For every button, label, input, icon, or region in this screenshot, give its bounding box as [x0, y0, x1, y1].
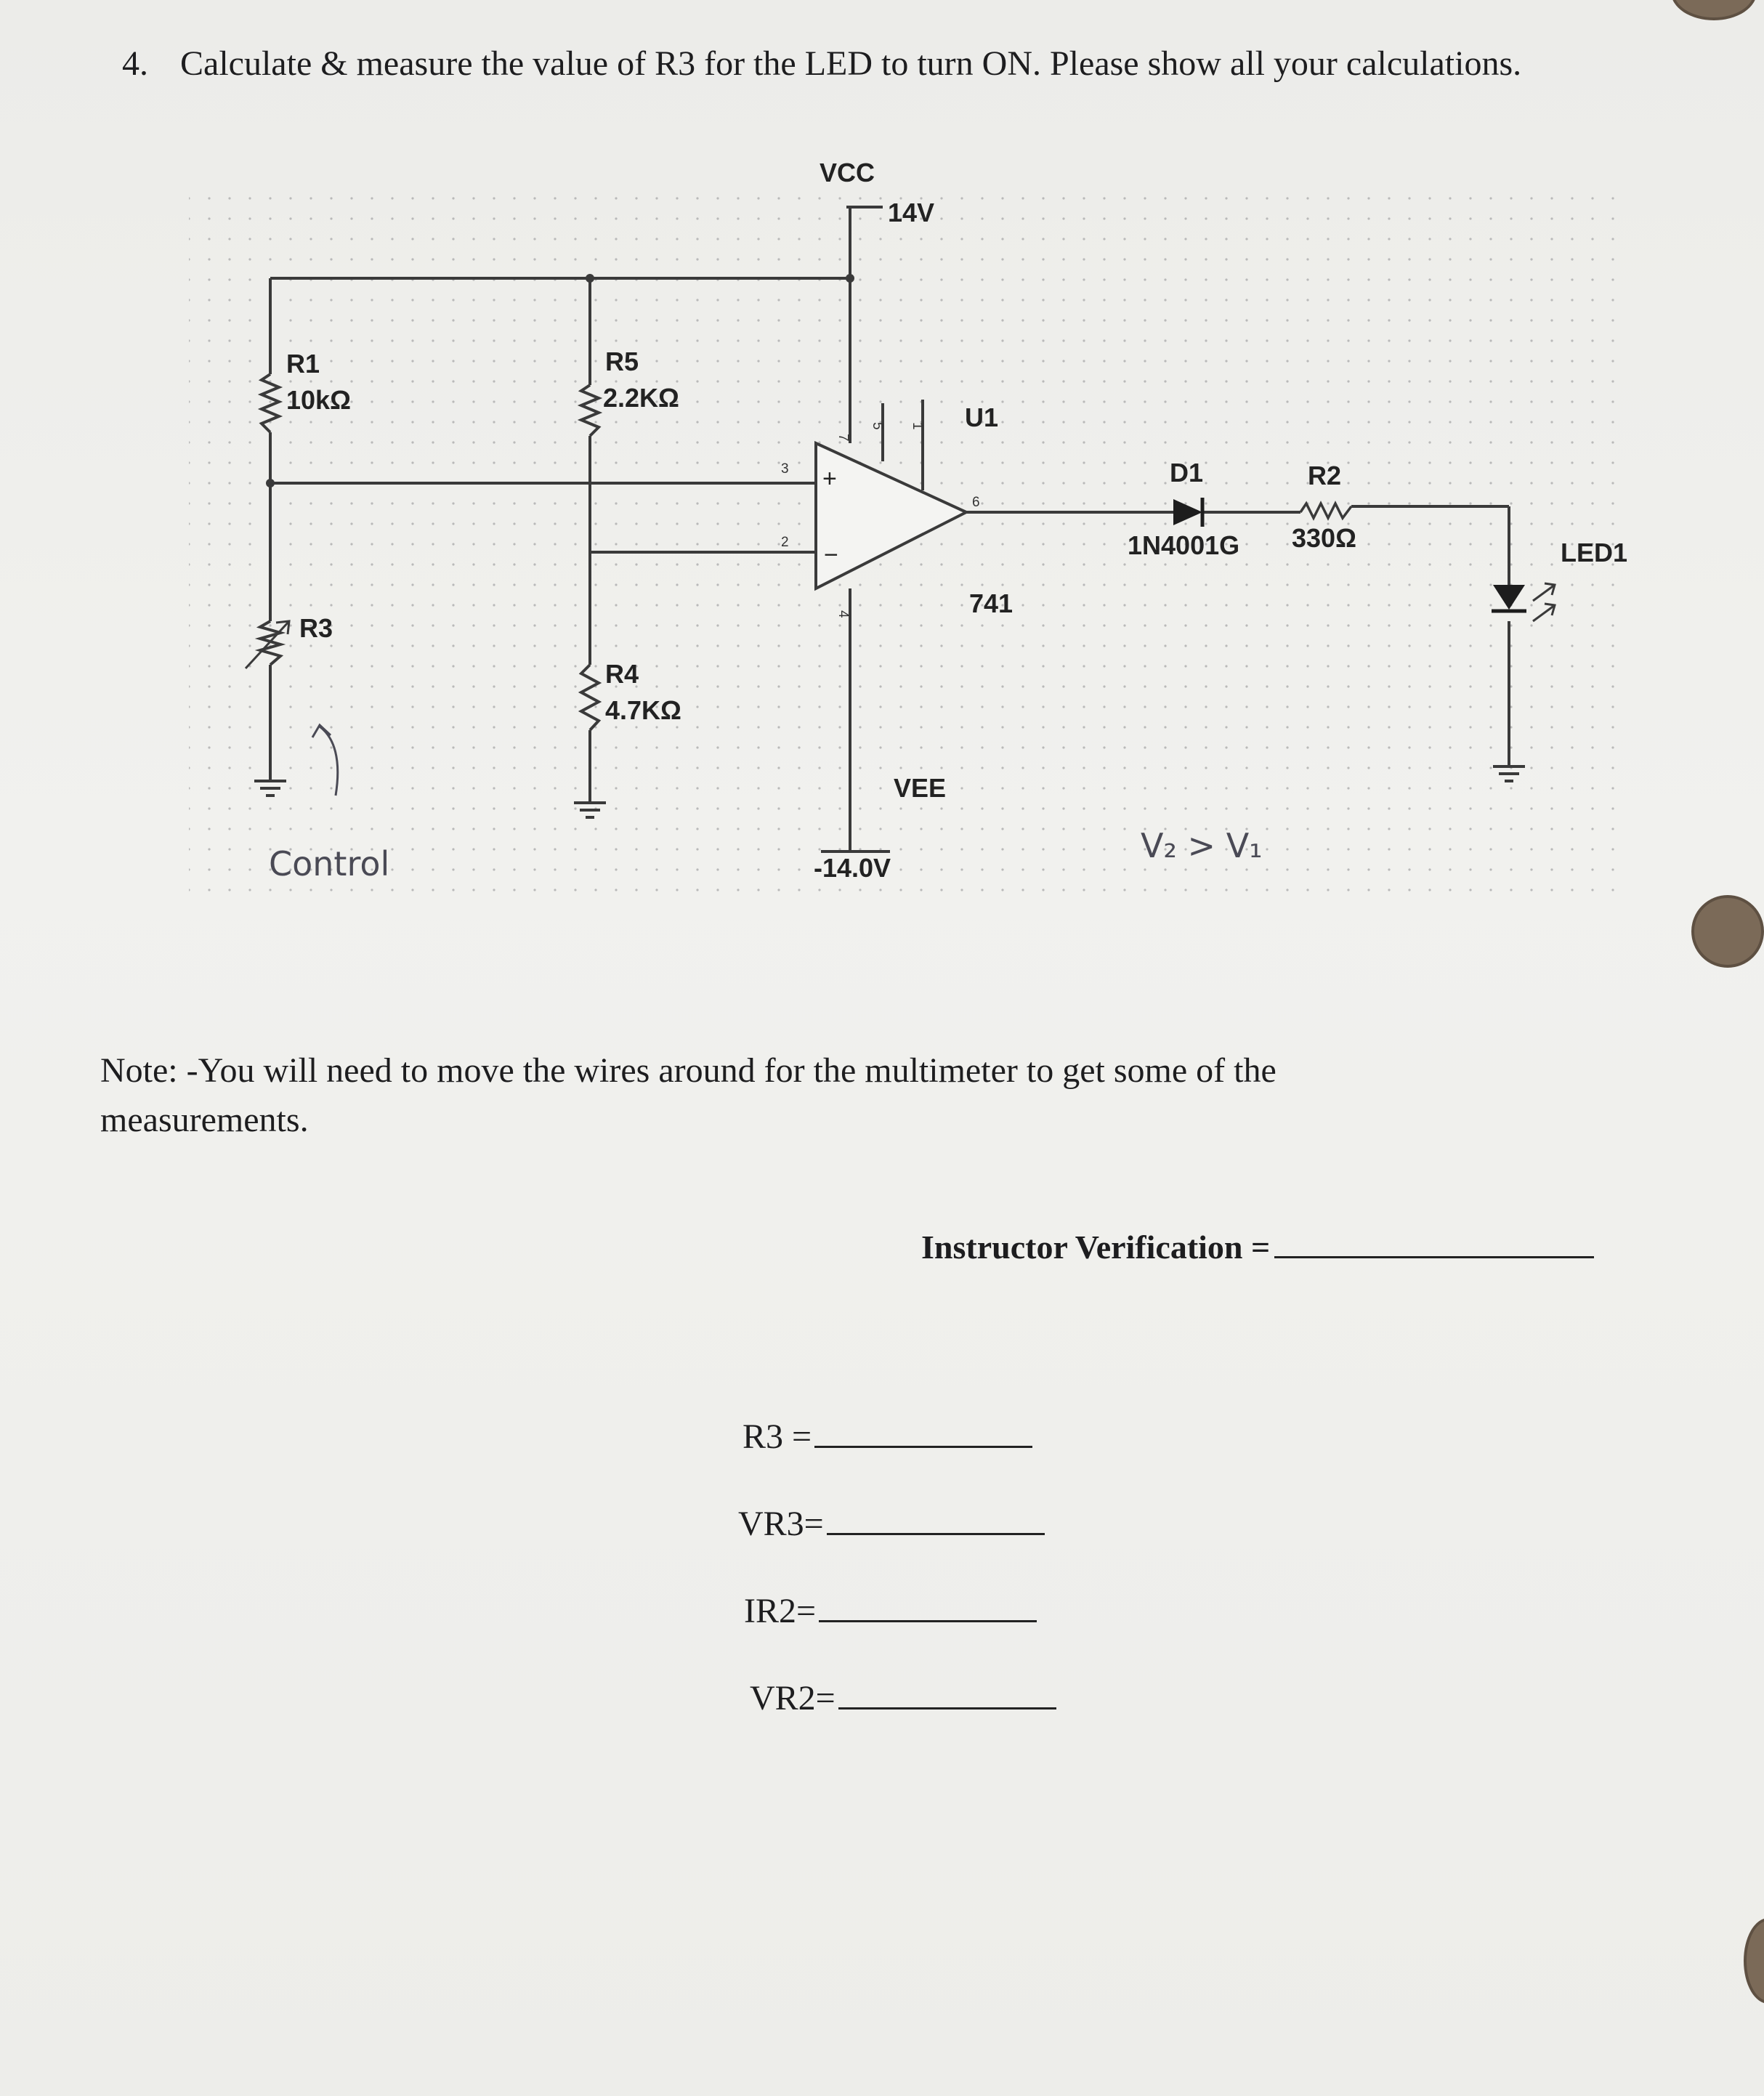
- binder-hole-top: [1671, 0, 1757, 20]
- r5-value: 2.2KΩ: [603, 383, 679, 413]
- r4-value: 4.7KΩ: [605, 695, 681, 725]
- binder-hole-bottom: [1744, 1918, 1764, 2004]
- question-4: [122, 44, 1648, 84]
- question-number: 4.: [122, 44, 148, 83]
- circuit-schematic: [167, 156, 1656, 919]
- opamp-model: 741: [969, 588, 1014, 618]
- question-text: Calculate & measure the value of R3 for the LED to turn ON. Please show all your calculations.: [180, 44, 1522, 83]
- answer-blank[interactable]: [838, 1686, 1056, 1709]
- handwritten-control-note: Control: [269, 844, 390, 883]
- junction-dot: [586, 274, 594, 283]
- pin-5-label: 5: [870, 422, 885, 430]
- r2-value: 330Ω: [1292, 523, 1356, 553]
- pin-2-label: 2: [781, 535, 789, 550]
- answer-label: IR2=: [744, 1592, 817, 1630]
- answer-vr3: [738, 1504, 1045, 1591]
- handwritten-condition-note: V₂ > V₁: [1141, 826, 1263, 865]
- verification-signature-line[interactable]: [1274, 1229, 1594, 1258]
- vcc-label: VCC: [820, 158, 875, 187]
- bleed-through-text: [178, 87, 186, 124]
- junction-dot: [846, 274, 854, 283]
- led1-name: LED1: [1561, 538, 1628, 567]
- pin-6-label: 6: [972, 495, 980, 510]
- answer-label: VR3=: [738, 1505, 824, 1543]
- answer-blank[interactable]: [819, 1598, 1037, 1622]
- pin-3-label: 3: [781, 461, 789, 477]
- measurement-note: Note: -You will need to move the wires around for the multimeter to get some of the measurements.: [100, 1051, 1277, 1139]
- r5-name: R5: [605, 347, 639, 376]
- answer-vr2: [750, 1678, 1056, 1765]
- pin-4-label: 4: [836, 610, 851, 618]
- vee-label: VEE: [894, 773, 947, 803]
- instructor-verification: [921, 1228, 1594, 1266]
- plus-sign: +: [822, 465, 837, 493]
- pin-1-label: 1: [910, 422, 925, 430]
- answer-label: R3 =: [743, 1417, 812, 1456]
- vee-value: -14.0V: [814, 853, 891, 883]
- answer-blanks: [734, 1417, 1040, 1765]
- answer-r3: [743, 1417, 1049, 1504]
- binder-hole-middle: [1691, 895, 1764, 968]
- answer-label: VR2=: [750, 1679, 836, 1717]
- r1-name: R1: [286, 349, 320, 379]
- r4-name: R4: [605, 659, 639, 689]
- vcc-value: 14V: [888, 198, 935, 227]
- answer-blank[interactable]: [814, 1424, 1032, 1448]
- d1-model: 1N4001G: [1128, 530, 1240, 560]
- junction-dot: [266, 479, 275, 487]
- opamp-name: U1: [965, 402, 999, 432]
- r2-name: R2: [1308, 461, 1342, 490]
- r3-name: R3: [299, 613, 333, 643]
- verification-label: Instructor Verification =: [921, 1229, 1271, 1266]
- answer-ir2: [744, 1591, 1051, 1678]
- answer-blank[interactable]: [827, 1511, 1045, 1535]
- minus-sign: −: [824, 541, 838, 569]
- r1-value: 10kΩ: [286, 385, 351, 415]
- pin-7-label: 7: [836, 434, 851, 442]
- d1-name: D1: [1170, 458, 1204, 487]
